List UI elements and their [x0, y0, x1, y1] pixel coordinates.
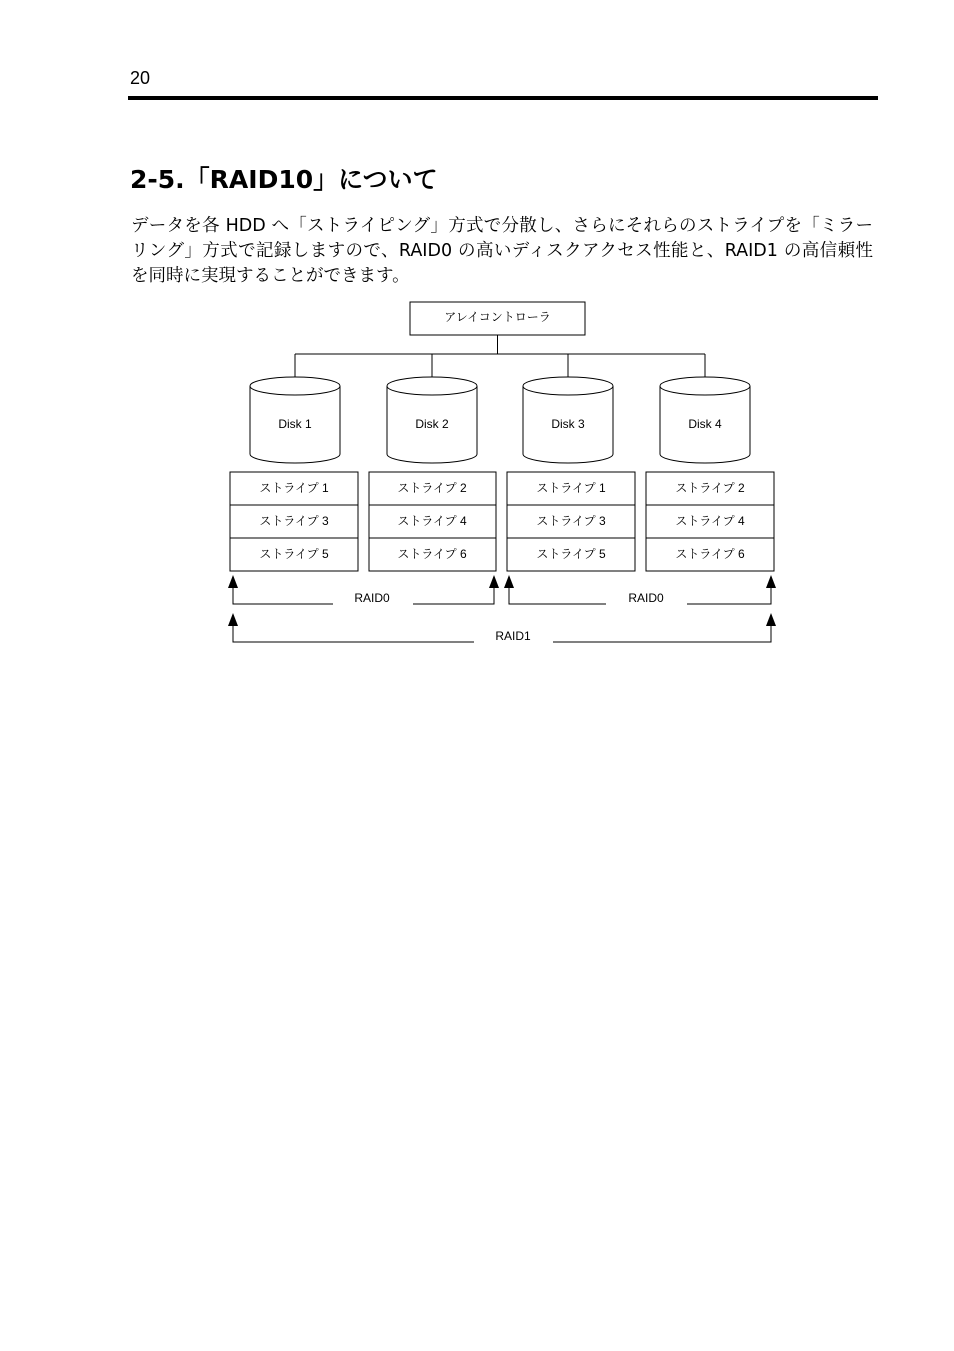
raid0-left-bracket	[228, 575, 499, 605]
disk-cylinder	[250, 377, 340, 463]
connector-lines	[295, 335, 705, 378]
raid0-label: RAID0	[354, 591, 390, 605]
disk-cylinder	[387, 377, 477, 463]
disk-label: Disk 3	[551, 417, 585, 431]
raid0-right-bracket	[504, 575, 776, 605]
section-title: 2-5.「RAID10」について	[130, 165, 438, 194]
stripe-label: ストライプ 6	[675, 547, 745, 561]
disk-label: Disk 2	[415, 417, 449, 431]
stripe-column	[230, 472, 358, 571]
stripe-label: ストライプ 6	[397, 547, 467, 561]
raid0-label: RAID0	[628, 591, 664, 605]
stripe-label: ストライプ 2	[397, 481, 467, 495]
stripe-label: ストライプ 1	[536, 481, 606, 495]
body-paragraph: データを各 HDD へ「ストライピング」方式で分散し、さらにそれらのストライプを「ミラーリング」方式で記録しますので、RAID0 の高いディスクアクセス性能と、RAID1 の高信頼性を同時に実現することができます。	[131, 216, 873, 286]
raid1-bracket	[228, 613, 776, 643]
controller-label: アレイコントローラ	[444, 310, 551, 324]
stripe-label: ストライプ 5	[536, 547, 606, 561]
disk-cylinder	[523, 377, 613, 463]
disk-label: Disk 1	[278, 417, 312, 431]
disk-label: Disk 4	[688, 417, 722, 431]
stripe-column	[646, 472, 774, 571]
stripe-label: ストライプ 3	[259, 514, 329, 528]
stripe-label: ストライプ 4	[397, 514, 467, 528]
stripe-label: ストライプ 4	[675, 514, 745, 528]
stripe-label: ストライプ 3	[536, 514, 606, 528]
raid1-label: RAID1	[495, 629, 531, 643]
stripe-column	[507, 472, 635, 571]
stripe-column	[369, 472, 496, 571]
stripe-label: ストライプ 5	[259, 547, 329, 561]
page-number: 20	[130, 68, 151, 88]
stripe-label: ストライプ 1	[259, 481, 329, 495]
disk-cylinder	[660, 377, 750, 463]
stripe-label: ストライプ 2	[675, 481, 745, 495]
